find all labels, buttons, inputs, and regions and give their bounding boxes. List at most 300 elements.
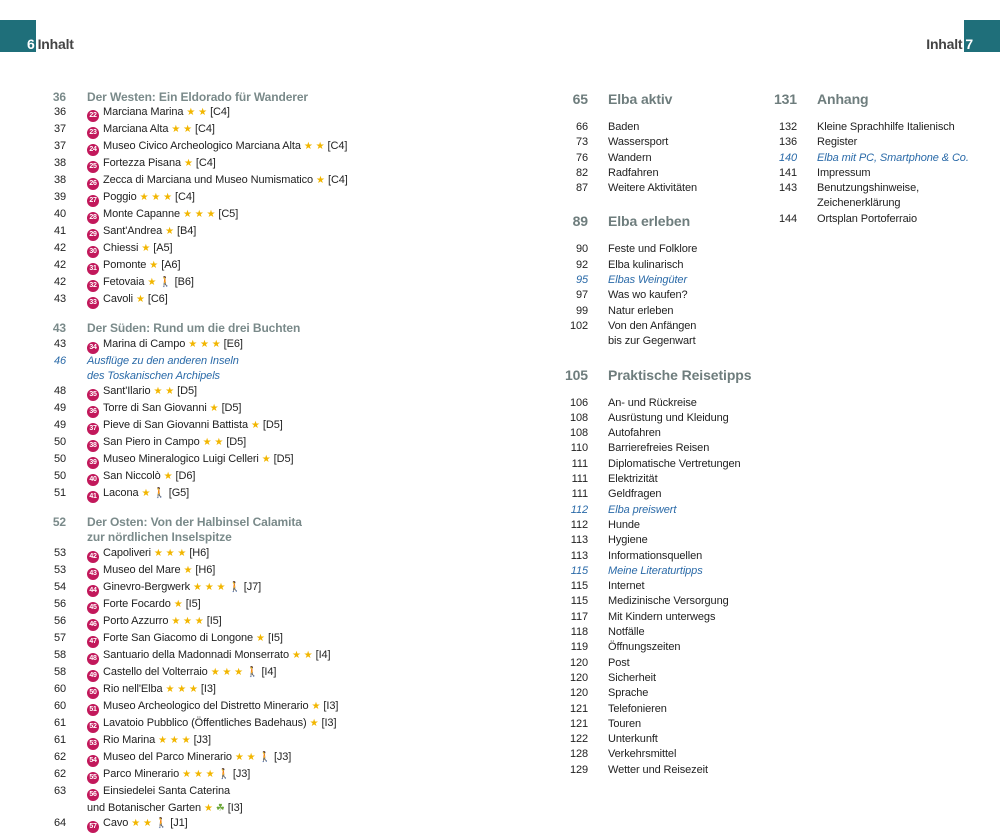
entry-number-badge: 43 xyxy=(87,568,99,580)
toc-entry-cont xyxy=(50,801,450,816)
toc-entry xyxy=(50,452,450,469)
entry-text xyxy=(87,767,450,784)
entry-page: 140 xyxy=(778,151,797,164)
entry-title: Informationsquellen xyxy=(608,549,703,562)
entry-page: 50 xyxy=(53,436,66,449)
entry-page: 144 xyxy=(778,212,797,225)
entry-text xyxy=(87,580,450,597)
map-reference: [J3] xyxy=(232,767,251,780)
entry-page: 122 xyxy=(569,733,588,746)
right-page-title: Inhalt xyxy=(926,36,963,52)
rating-stars-icon: ★ xyxy=(147,277,157,289)
entry-title: Marciana Alta xyxy=(103,123,169,136)
toc-entry xyxy=(562,396,762,411)
entry-text xyxy=(87,733,450,750)
entry-title: Ginevro-Bergwerk xyxy=(103,580,191,593)
entry-text xyxy=(87,139,450,156)
entry-number-badge: 29 xyxy=(87,229,99,241)
entry-title: Lacona xyxy=(103,487,139,500)
toc-entry xyxy=(562,503,762,518)
rating-stars-icon: ★ xyxy=(163,471,173,483)
entry-text xyxy=(87,435,450,452)
left-toc-column xyxy=(50,90,450,833)
map-reference: [C4] xyxy=(195,123,215,136)
toc-entry xyxy=(50,486,450,503)
map-reference: [J1] xyxy=(170,817,188,830)
map-reference: [J7] xyxy=(243,580,262,593)
hiking-icon: 🚶 xyxy=(246,666,259,678)
hiking-icon: 🚶 xyxy=(153,488,166,500)
entry-title: Rio nell'Elba xyxy=(103,682,163,695)
entry-title: Öffnungszeiten xyxy=(608,641,681,654)
entry-page: 56 xyxy=(53,597,66,610)
entry-title: Forte Focardo xyxy=(103,597,171,610)
section-title: Der Süden: Rund um die drei Buchten xyxy=(87,321,301,336)
entry-title: Santuario della Madonnadi Monserrato xyxy=(103,648,289,661)
garden-icon: ☘ xyxy=(215,802,225,814)
entry-title: Sant'Andrea xyxy=(103,225,163,238)
toc-entry xyxy=(50,563,450,580)
entry-title: Museo Archeologico del Distretto Minerario xyxy=(103,699,309,712)
toc-entry xyxy=(562,166,762,181)
chapter-page: 65 xyxy=(572,91,588,107)
entry-title: Marciana Marina xyxy=(103,106,184,119)
entry-page: 113 xyxy=(570,534,588,547)
entry-number-badge: 42 xyxy=(87,551,99,563)
entry-title: Parco Minerario xyxy=(103,767,180,780)
entry-title: Post xyxy=(608,656,630,669)
entry-page: 49 xyxy=(53,419,66,432)
toc-entry xyxy=(562,181,762,196)
map-reference: [B4] xyxy=(177,225,197,238)
toc-entry xyxy=(50,418,450,435)
entry-number-badge: 54 xyxy=(87,755,99,767)
entry-title: Telefonieren xyxy=(608,702,667,715)
entry-page: 113 xyxy=(570,549,588,562)
entry-title: Natur erleben xyxy=(608,304,674,317)
toc-entry xyxy=(562,656,762,671)
toc-entry xyxy=(50,122,450,139)
entry-number-badge: 24 xyxy=(87,144,99,156)
entry-text xyxy=(87,337,450,354)
map-reference: [I4] xyxy=(315,648,331,661)
map-reference: [I3] xyxy=(323,699,339,712)
entry-text xyxy=(87,699,450,716)
entry-title: Baden xyxy=(608,121,640,133)
map-reference: [J3] xyxy=(273,750,292,763)
toc-entry xyxy=(562,242,762,257)
toc-entry xyxy=(562,625,762,640)
entry-text xyxy=(87,354,450,369)
entry-page: 43 xyxy=(53,293,66,306)
toc-entry xyxy=(562,518,762,533)
chapter-title: Praktische Reisetipps xyxy=(608,366,752,383)
hiking-icon: 🚶 xyxy=(217,768,230,780)
entry-number-badge: 41 xyxy=(87,491,99,503)
toc-entry xyxy=(562,319,762,334)
entry-title: Forte San Giacomo di Longone xyxy=(103,631,254,644)
entry-page: 92 xyxy=(575,258,588,271)
map-reference: [A6] xyxy=(161,259,181,272)
entry-title: Feste und Folklore xyxy=(608,243,698,256)
entry-title: Fortezza Pisana xyxy=(103,157,181,170)
entry-page: 112 xyxy=(570,518,588,531)
entry-page: 111 xyxy=(571,488,588,501)
entry-page: 111 xyxy=(571,457,588,470)
toc-entry xyxy=(762,166,977,181)
entry-text xyxy=(87,190,450,207)
toc-entry xyxy=(562,304,762,319)
entry-page: 37 xyxy=(53,123,66,136)
entry-text xyxy=(87,546,450,563)
entry-title: Radfahren xyxy=(608,166,659,179)
toc-entry xyxy=(562,747,762,762)
map-reference: [I5] xyxy=(185,597,201,610)
map-reference: [H6] xyxy=(189,546,210,559)
entry-title: Rio Marina xyxy=(103,733,156,746)
rating-stars-icon: ★ ★ xyxy=(303,141,325,153)
entry-page: 143 xyxy=(778,182,797,195)
rating-stars-icon: ★ xyxy=(141,243,151,255)
rating-stars-icon: ★ ★ ★ xyxy=(193,581,226,593)
entry-title: Castello del Volterraio xyxy=(103,665,208,678)
rating-stars-icon: ★ ★ ★ xyxy=(153,547,187,559)
map-reference: [J3] xyxy=(193,733,211,746)
entry-title: Benutzungshinweise, xyxy=(817,182,920,195)
map-reference: [D5] xyxy=(177,385,197,398)
entry-page: 119 xyxy=(570,641,588,654)
entry-title: Fetovaia xyxy=(103,276,145,289)
entry-title: Hunde xyxy=(608,518,640,531)
entry-title: Mit Kindern unterwegs xyxy=(608,610,716,623)
entry-title: Porto Azzurro xyxy=(103,614,169,627)
rating-stars-icon: ★ xyxy=(311,700,321,712)
entry-text xyxy=(87,784,450,801)
entry-page: 106 xyxy=(569,396,588,409)
left-page-header xyxy=(27,36,74,52)
entry-number-badge: 46 xyxy=(87,619,99,631)
toc-entry xyxy=(562,702,762,717)
entry-page: 99 xyxy=(575,304,588,317)
entry-text xyxy=(87,563,450,580)
entry-page: 95 xyxy=(575,274,588,287)
entry-page: 62 xyxy=(53,750,66,763)
entry-title: des Toskanischen Archipels xyxy=(87,369,220,382)
entry-page: 58 xyxy=(53,665,66,678)
chapter-title: Anhang xyxy=(817,91,869,107)
entry-title: Elektrizität xyxy=(608,473,658,486)
entry-title: Unterkunft xyxy=(608,733,658,746)
toc-entry xyxy=(50,190,450,207)
toc-entry xyxy=(562,717,762,732)
toc-entry xyxy=(562,273,762,288)
entry-title: Museo del Parco Minerario xyxy=(103,750,232,763)
map-reference: [H6] xyxy=(195,563,216,576)
entry-number-badge: 55 xyxy=(87,772,99,784)
entry-title: An- und Rückreise xyxy=(608,396,697,409)
map-reference: [D6] xyxy=(175,470,196,483)
entry-page: 38 xyxy=(53,157,66,170)
section-title: zur nördlichen Inselspitze xyxy=(87,530,232,545)
entry-title: Pomonte xyxy=(103,259,147,272)
toc-entry xyxy=(762,151,977,166)
map-reference: [I3] xyxy=(200,682,216,695)
entry-page: 111 xyxy=(571,473,588,486)
map-reference: [C4] xyxy=(327,140,348,153)
entry-text xyxy=(87,122,450,139)
toc-entry xyxy=(50,337,450,354)
entry-text xyxy=(87,486,450,503)
entry-number-badge: 34 xyxy=(87,342,99,354)
rating-stars-icon: ★ ★ xyxy=(291,649,313,661)
entry-number-badge: 47 xyxy=(87,636,99,648)
entry-title: Sicherheit xyxy=(608,671,656,684)
entry-page: 62 xyxy=(53,767,66,780)
map-reference: [I5] xyxy=(206,614,222,627)
entry-number-badge: 53 xyxy=(87,738,99,750)
rating-stars-icon: ★ ★ ★ xyxy=(158,734,191,746)
toc-entry xyxy=(50,139,450,156)
hiking-icon: 🚶 xyxy=(228,581,241,593)
toc-entry xyxy=(762,181,977,196)
chapter-heading xyxy=(562,90,762,108)
entry-title: Lavatoio Pubblico (Öffentliches Badehaus) xyxy=(103,716,307,729)
entry-title: Zeichenerklärung xyxy=(817,197,901,210)
entry-text xyxy=(87,469,450,486)
right-page-header xyxy=(926,36,973,52)
entry-title: Kleine Sprachhilfe Italienisch xyxy=(817,121,955,133)
entry-page: 115 xyxy=(570,564,588,577)
rating-stars-icon: ★ ★ ★ xyxy=(171,615,204,627)
map-reference: [A5] xyxy=(153,242,173,255)
entry-page: 66 xyxy=(575,121,588,133)
toc-entry xyxy=(50,614,450,631)
toc-entry xyxy=(50,665,450,682)
rating-stars-icon: ★ xyxy=(141,488,151,500)
toc-entry xyxy=(562,472,762,487)
entry-text xyxy=(87,418,450,435)
rating-stars-icon: ★ ★ ★ xyxy=(210,666,244,678)
left-page-title: Inhalt xyxy=(37,36,74,52)
entry-number-badge: 31 xyxy=(87,263,99,275)
toc-entry xyxy=(562,549,762,564)
entry-title: Ausrüstung und Kleidung xyxy=(608,411,729,424)
map-reference: [C4] xyxy=(327,174,348,187)
entry-number-badge: 44 xyxy=(87,585,99,597)
entry-text xyxy=(87,173,450,190)
entry-page: 115 xyxy=(570,580,588,593)
entry-title: Verkehrsmittel xyxy=(608,748,677,761)
entry-title: Notfälle xyxy=(608,626,645,639)
entry-text xyxy=(87,716,450,733)
toc-entry xyxy=(562,258,762,273)
section-heading xyxy=(50,321,450,336)
map-reference: [I5] xyxy=(267,631,283,644)
map-reference: [C4] xyxy=(195,157,216,170)
entry-text xyxy=(87,384,450,401)
toc-entry xyxy=(50,469,450,486)
toc-entry-cont xyxy=(762,196,977,211)
toc-entry xyxy=(562,763,762,778)
toc-entry xyxy=(50,546,450,563)
chapter-heading xyxy=(562,366,762,384)
entry-page: 49 xyxy=(53,402,66,415)
entry-page: 51 xyxy=(53,487,66,500)
right-toc-column xyxy=(762,90,977,227)
toc-entry xyxy=(562,640,762,655)
rating-stars-icon: ★ xyxy=(173,598,183,610)
map-reference: [C5] xyxy=(218,208,239,221)
entry-title: Museo Civico Archeologico Marciana Alta xyxy=(103,140,301,153)
entry-page: 58 xyxy=(53,648,66,661)
entry-page: 60 xyxy=(53,699,66,712)
map-reference: [C4] xyxy=(175,191,195,204)
entry-text xyxy=(87,369,450,384)
entry-page: 61 xyxy=(53,716,66,729)
entry-text xyxy=(87,105,450,122)
entry-text xyxy=(87,207,450,224)
right-page-number: 7 xyxy=(965,36,973,52)
entry-title: Marina di Campo xyxy=(103,337,186,350)
toc-entry xyxy=(50,767,450,784)
entry-title: bis zur Gegenwart xyxy=(608,335,696,348)
toc-entry xyxy=(562,151,762,166)
entry-title: Monte Capanne xyxy=(103,208,180,221)
toc-entry xyxy=(562,135,762,150)
map-reference: [I3] xyxy=(227,801,243,814)
hiking-icon: 🚶 xyxy=(258,751,271,763)
entry-title: Zecca di Marciana und Museo Numismatico xyxy=(103,174,314,187)
entry-page: 117 xyxy=(570,610,588,623)
rating-stars-icon: ★ xyxy=(203,802,213,814)
entry-page: 132 xyxy=(778,121,797,133)
entry-page: 87 xyxy=(575,182,588,195)
entry-title: Elbas Weingüter xyxy=(608,274,688,287)
entry-number-badge: 28 xyxy=(87,212,99,224)
rating-stars-icon: ★ ★ ★ xyxy=(182,768,215,780)
rating-stars-icon: ★ xyxy=(256,632,266,644)
toc-entry xyxy=(50,241,450,258)
entry-title: Weitere Aktivitäten xyxy=(608,182,697,195)
map-reference: [D5] xyxy=(226,436,247,449)
entry-page: 53 xyxy=(53,546,66,559)
map-reference: [B6] xyxy=(174,276,194,289)
rating-stars-icon: ★ xyxy=(209,403,219,415)
entry-number-badge: 26 xyxy=(87,178,99,190)
entry-page: 121 xyxy=(569,702,588,715)
entry-text xyxy=(87,631,450,648)
entry-number-badge: 48 xyxy=(87,653,99,665)
section-heading-cont xyxy=(50,530,450,545)
entry-page: 141 xyxy=(778,166,797,179)
toc-entry xyxy=(50,597,450,614)
entry-page: 108 xyxy=(569,427,588,440)
rating-stars-icon: ★ xyxy=(135,294,145,306)
entry-text xyxy=(87,258,450,275)
entry-number-badge: 23 xyxy=(87,127,99,139)
toc-entry xyxy=(50,631,450,648)
rating-stars-icon: ★ xyxy=(165,226,175,238)
toc-entry xyxy=(562,533,762,548)
map-reference: [D5] xyxy=(221,402,242,415)
entry-title: Impressum xyxy=(817,166,871,179)
entry-page: 97 xyxy=(575,289,588,302)
entry-text xyxy=(87,156,450,173)
entry-page: 102 xyxy=(569,319,588,332)
hiking-icon: 🚶 xyxy=(159,277,172,289)
rating-stars-icon: ★ ★ xyxy=(202,437,224,449)
entry-title: Museo del Mare xyxy=(103,563,181,576)
entry-page: 60 xyxy=(53,682,66,695)
toc-entry xyxy=(562,564,762,579)
toc-entry xyxy=(50,435,450,452)
toc-entry xyxy=(762,135,977,150)
toc-entry xyxy=(562,120,762,135)
entry-title: Hygiene xyxy=(608,534,648,547)
toc-entry xyxy=(50,401,450,418)
toc-entry xyxy=(50,716,450,733)
chapter-page: 131 xyxy=(773,91,797,107)
map-reference: [D5] xyxy=(262,419,283,432)
entry-text xyxy=(87,597,450,614)
entry-number-badge: 33 xyxy=(87,297,99,309)
middle-toc-column xyxy=(562,90,762,778)
entry-title: Elba preiswert xyxy=(608,503,677,516)
entry-page: 37 xyxy=(53,140,66,153)
entry-number-badge: 52 xyxy=(87,721,99,733)
entry-title: Autofahren xyxy=(608,427,661,440)
entry-page: 42 xyxy=(53,259,66,272)
entry-page: 56 xyxy=(53,614,66,627)
entry-number-badge: 40 xyxy=(87,474,99,486)
entry-title: Ortsplan Portoferraio xyxy=(817,212,917,225)
entry-text xyxy=(87,682,450,699)
rating-stars-icon: ★ ★ xyxy=(171,124,193,136)
toc-entry xyxy=(50,275,450,292)
map-reference: [E6] xyxy=(223,337,243,350)
rating-stars-icon: ★ ★ xyxy=(234,751,256,763)
entry-page: 46 xyxy=(53,354,66,367)
entry-text xyxy=(87,292,450,309)
entry-title: Elba kulinarisch xyxy=(608,258,684,271)
entry-text xyxy=(87,665,450,682)
toc-entry xyxy=(50,292,450,309)
toc-entry xyxy=(562,686,762,701)
entry-title: Ausflüge zu den anderen Inseln xyxy=(87,354,239,367)
chapter-title: Elba aktiv xyxy=(608,91,673,107)
rating-stars-icon: ★ xyxy=(149,260,159,272)
entry-title: und Botanischer Garten xyxy=(87,801,201,814)
entry-page: 54 xyxy=(53,580,66,593)
entry-number-badge: 39 xyxy=(87,457,99,469)
entry-number-badge: 51 xyxy=(87,704,99,716)
entry-page: 120 xyxy=(569,656,588,669)
entry-text xyxy=(87,614,450,631)
section-heading xyxy=(50,515,450,530)
rating-stars-icon: ★ ★ ★ xyxy=(165,683,198,695)
toc-entry xyxy=(562,441,762,456)
entry-page: 76 xyxy=(575,151,588,164)
entry-text xyxy=(87,401,450,418)
entry-page: 36 xyxy=(53,106,66,119)
entry-title: Wassersport xyxy=(608,136,669,149)
map-reference: [D5] xyxy=(273,453,294,466)
rating-stars-icon: ★ xyxy=(316,175,326,187)
hiking-icon: 🚶 xyxy=(154,818,168,830)
entry-title: Diplomatische Vertretungen xyxy=(608,457,741,470)
rating-stars-icon: ★ ★ ★ xyxy=(182,209,216,221)
rating-stars-icon: ★ xyxy=(183,564,193,576)
